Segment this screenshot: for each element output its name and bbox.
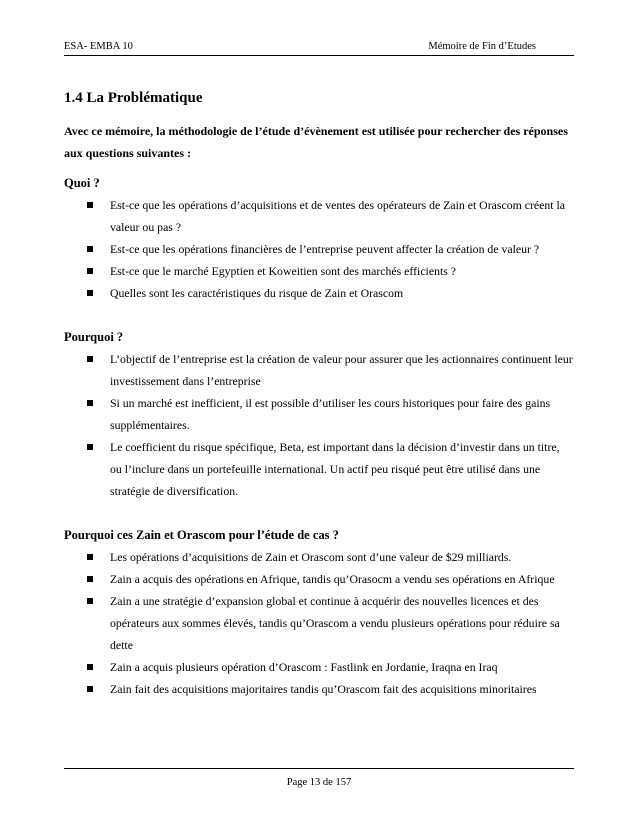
list-item-text: Est-ce que le marché Egyptien et Koweitien sont des marchés efficients ? xyxy=(110,264,457,278)
square-bullet-icon xyxy=(87,664,93,670)
list-pourquoi xyxy=(64,348,574,502)
list-item-text: Zain a une stratégie d’expansion global et continue à acquérir des nouvelles licences et des opérateurs aux sommes élevés, tandis qu’Orascom a vendu plusieurs opérations pour réduire sa dette xyxy=(110,594,560,652)
list-item-text: L’objectif de l’entreprise est la création de valeur pour assurer que les actionnaires continuent leur investissement dans l’entreprise xyxy=(110,352,573,388)
list-item xyxy=(64,568,574,590)
section-heading-pourquoi: Pourquoi ? xyxy=(64,330,124,344)
square-bullet-icon xyxy=(87,686,93,692)
list-item-text: Zain fait des acquisitions majoritaires tandis qu’Orascom fait des acquisitions minoritaires xyxy=(110,682,537,696)
page-footer xyxy=(64,768,574,788)
list-item xyxy=(64,348,574,392)
list-item xyxy=(64,436,574,502)
list-item xyxy=(64,656,574,678)
square-bullet-icon xyxy=(87,576,93,582)
list-etude-de-cas xyxy=(64,546,574,700)
list-item xyxy=(64,238,574,260)
list-item-text: Zain a acquis plusieurs opération d’Orascom : Fastlink en Jordanie, Iraqna en Iraq xyxy=(110,660,498,674)
list-item xyxy=(64,546,574,568)
list-item-text: Le coefficient du risque spécifique, Beta, est important dans la décision d’investir dans un titre, ou l’inclure dans un portefeuille international. Un actif peu risqué peut être utilisé dans une stratégie de diversification. xyxy=(110,440,560,498)
list-quoi xyxy=(64,194,574,304)
square-bullet-icon xyxy=(87,554,93,560)
list-item-text: Les opérations d’acquisitions de Zain et Orascom sont d’une valeur de $29 milliards. xyxy=(110,550,512,564)
page-number: Page 13 de 157 xyxy=(286,777,352,788)
list-item xyxy=(64,194,574,238)
list-item xyxy=(64,590,574,656)
intro-paragraph: Avec ce mémoire, la méthodologie de l’étude d’évènement est utilisée pour rechercher des réponses aux questions suivantes : xyxy=(64,124,568,160)
square-bullet-icon xyxy=(87,444,93,450)
page-content xyxy=(64,86,574,700)
square-bullet-icon xyxy=(87,400,93,406)
list-item xyxy=(64,282,574,304)
list-item-text: Est-ce que les opérations d’acquisitions et de ventes des opérateurs de Zain et Orascom créent la valeur ou pas ? xyxy=(110,198,565,234)
square-bullet-icon xyxy=(87,356,93,362)
section-heading-etude-de-cas: Pourquoi ces Zain et Orascom pour l’étude de cas ? xyxy=(64,528,339,542)
square-bullet-icon xyxy=(87,268,93,274)
list-item-text: Est-ce que les opérations financières de l’entreprise peuvent affecter la création de valeur ? xyxy=(110,242,540,256)
list-item xyxy=(64,392,574,436)
square-bullet-icon xyxy=(87,246,93,252)
list-item-text: Zain a acquis des opérations en Afrique, tandis qu’Orasocm a vendu ses opérations en Afrique xyxy=(110,572,555,586)
page-header xyxy=(64,33,574,56)
list-item-text: Quelles sont les caractéristiques du risque de Zain et Orascom xyxy=(110,286,404,300)
section-heading-quoi: Quoi ? xyxy=(64,176,100,190)
header-left-text: ESA- EMBA 10 xyxy=(64,41,133,52)
list-item xyxy=(64,260,574,282)
list-item-text: Si un marché est inefficient, il est possible d’utiliser les cours historiques pour faire des gains supplémentaires. xyxy=(110,396,551,432)
square-bullet-icon xyxy=(87,598,93,604)
square-bullet-icon xyxy=(87,202,93,208)
list-item xyxy=(64,678,574,700)
square-bullet-icon xyxy=(87,290,93,296)
header-right-text: Mémoire de Fin d’Etudes xyxy=(428,41,536,52)
section-title: 1.4 La Problématique xyxy=(64,90,203,106)
